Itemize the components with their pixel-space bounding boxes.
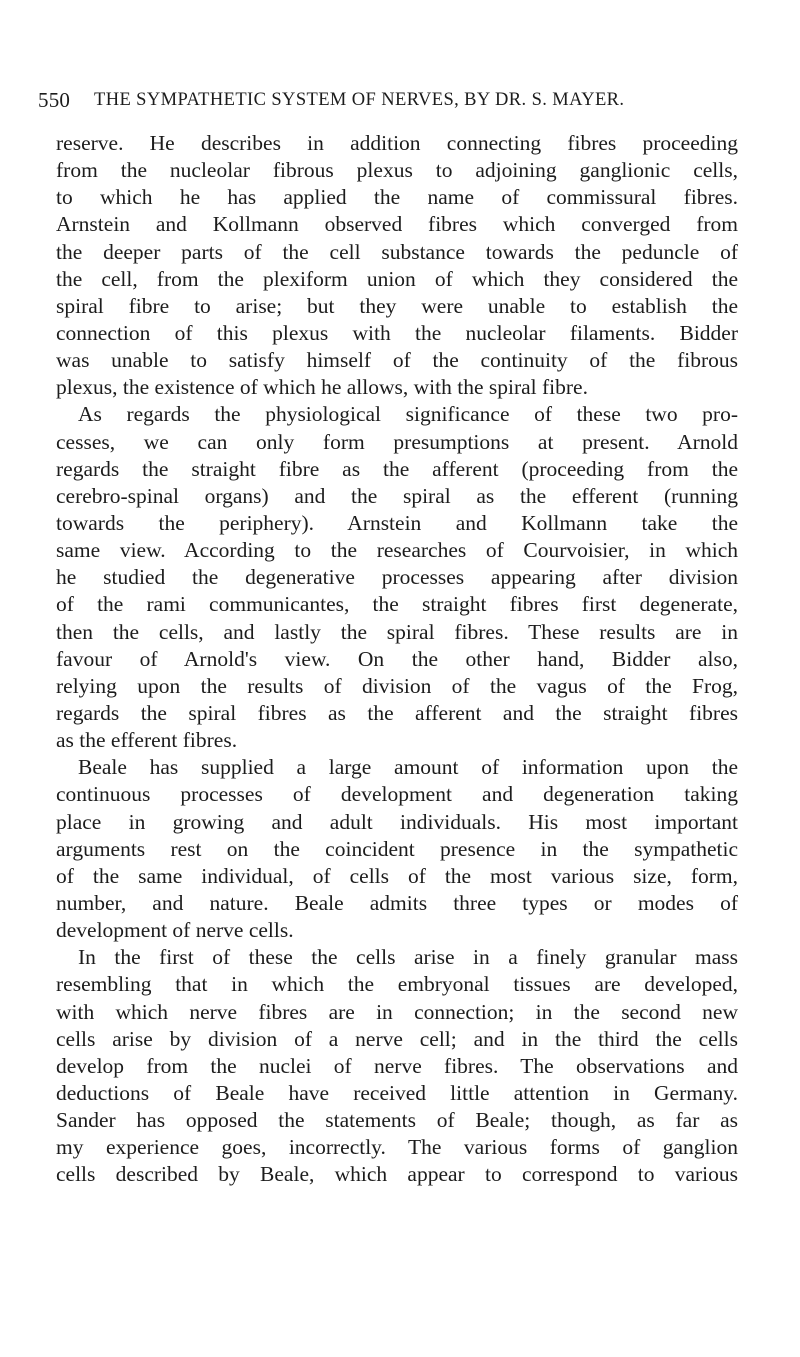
text-line: he studied the degenerative processes appearing after division xyxy=(56,565,738,590)
text-line: connection of this plexus with the nucleolar filaments. Bidder xyxy=(56,320,738,345)
text-line: the cell, from the plexiform union of which they considered the xyxy=(56,266,738,291)
text-line: In the first of these the cells arise in a finely granular mass xyxy=(78,945,738,970)
text-line: was unable to satisfy himself of the continuity of the fibrous xyxy=(56,348,738,373)
text-line: relying upon the results of division of the vagus of the Frog, xyxy=(56,673,738,698)
text-line: Sander has opposed the statements of Beale; though, as far as xyxy=(56,1108,738,1133)
running-head xyxy=(38,85,738,115)
text-line: to which he has applied the name of commissural fibres. xyxy=(56,185,738,210)
text-line: place in growing and adult individuals. His most important xyxy=(56,809,738,834)
text-line: cesses, we can only form presumptions at present. Arnold xyxy=(56,429,738,454)
text-line: spiral fibre to arise; but they were unable to establish the xyxy=(56,293,738,318)
text-line: arguments rest on the coincident presence in the sympathetic xyxy=(56,836,738,861)
text-line: regards the spiral fibres as the afferent and the straight fibres xyxy=(56,700,738,725)
text-line: Arnstein and Kollmann observed fibres which converged from xyxy=(56,212,738,237)
body-text xyxy=(56,130,738,1188)
text-line: development of nerve cells. xyxy=(56,918,294,943)
text-line: as the efferent fibres. xyxy=(56,728,238,753)
text-line: cells arise by division of a nerve cell; and in the third the cells xyxy=(56,1026,738,1051)
text-line: Beale has supplied a large amount of information upon the xyxy=(78,755,738,780)
text-line: my experience goes, incorrectly. The various forms of ganglion xyxy=(56,1135,738,1160)
text-line: deductions of Beale have received little attention in Germany. xyxy=(56,1080,738,1105)
text-line: from the nucleolar fibrous plexus to adjoining ganglionic cells, xyxy=(56,158,738,183)
text-line: cells described by Beale, which appear to correspond to various xyxy=(56,1162,738,1187)
text-line: towards the periphery). Arnstein and Kollmann take the xyxy=(56,510,738,535)
text-line: favour of Arnold's view. On the other hand, Bidder also, xyxy=(56,646,738,671)
text-line: plexus, the existence of which he allows, with the spiral fibre. xyxy=(56,375,588,400)
text-line: resembling that in which the embryonal tissues are developed, xyxy=(56,972,738,997)
text-line: cerebro-spinal organs) and the spiral as the efferent (running xyxy=(56,483,738,508)
text-line: continuous processes of development and degeneration taking xyxy=(56,782,738,807)
running-title: THE SYMPATHETIC SYSTEM OF NERVES, BY DR. S. MAYER. xyxy=(94,90,625,110)
text-line: develop from the nuclei of nerve fibres. The observations and xyxy=(56,1053,738,1078)
page-number: 550 xyxy=(38,88,71,112)
text-line: As regards the physiological significance of these two pro- xyxy=(78,402,738,427)
text-line: of the rami communicantes, the straight fibres first degenerate, xyxy=(56,592,738,617)
text-line: regards the straight fibre as the afferent (proceeding from the xyxy=(56,456,738,481)
text-line: with which nerve fibres are in connection; in the second new xyxy=(56,999,738,1024)
text-line: then the cells, and lastly the spiral fibres. These results are in xyxy=(56,619,738,644)
text-line: of the same individual, of cells of the most various size, form, xyxy=(56,863,738,888)
text-line: the deeper parts of the cell substance towards the peduncle of xyxy=(56,239,738,264)
text-line: reserve. He describes in addition connecting fibres proceeding xyxy=(56,131,738,155)
text-line: same view. According to the researches of Courvoisier, in which xyxy=(56,538,738,563)
text-line: number, and nature. Beale admits three types or modes of xyxy=(56,890,738,915)
